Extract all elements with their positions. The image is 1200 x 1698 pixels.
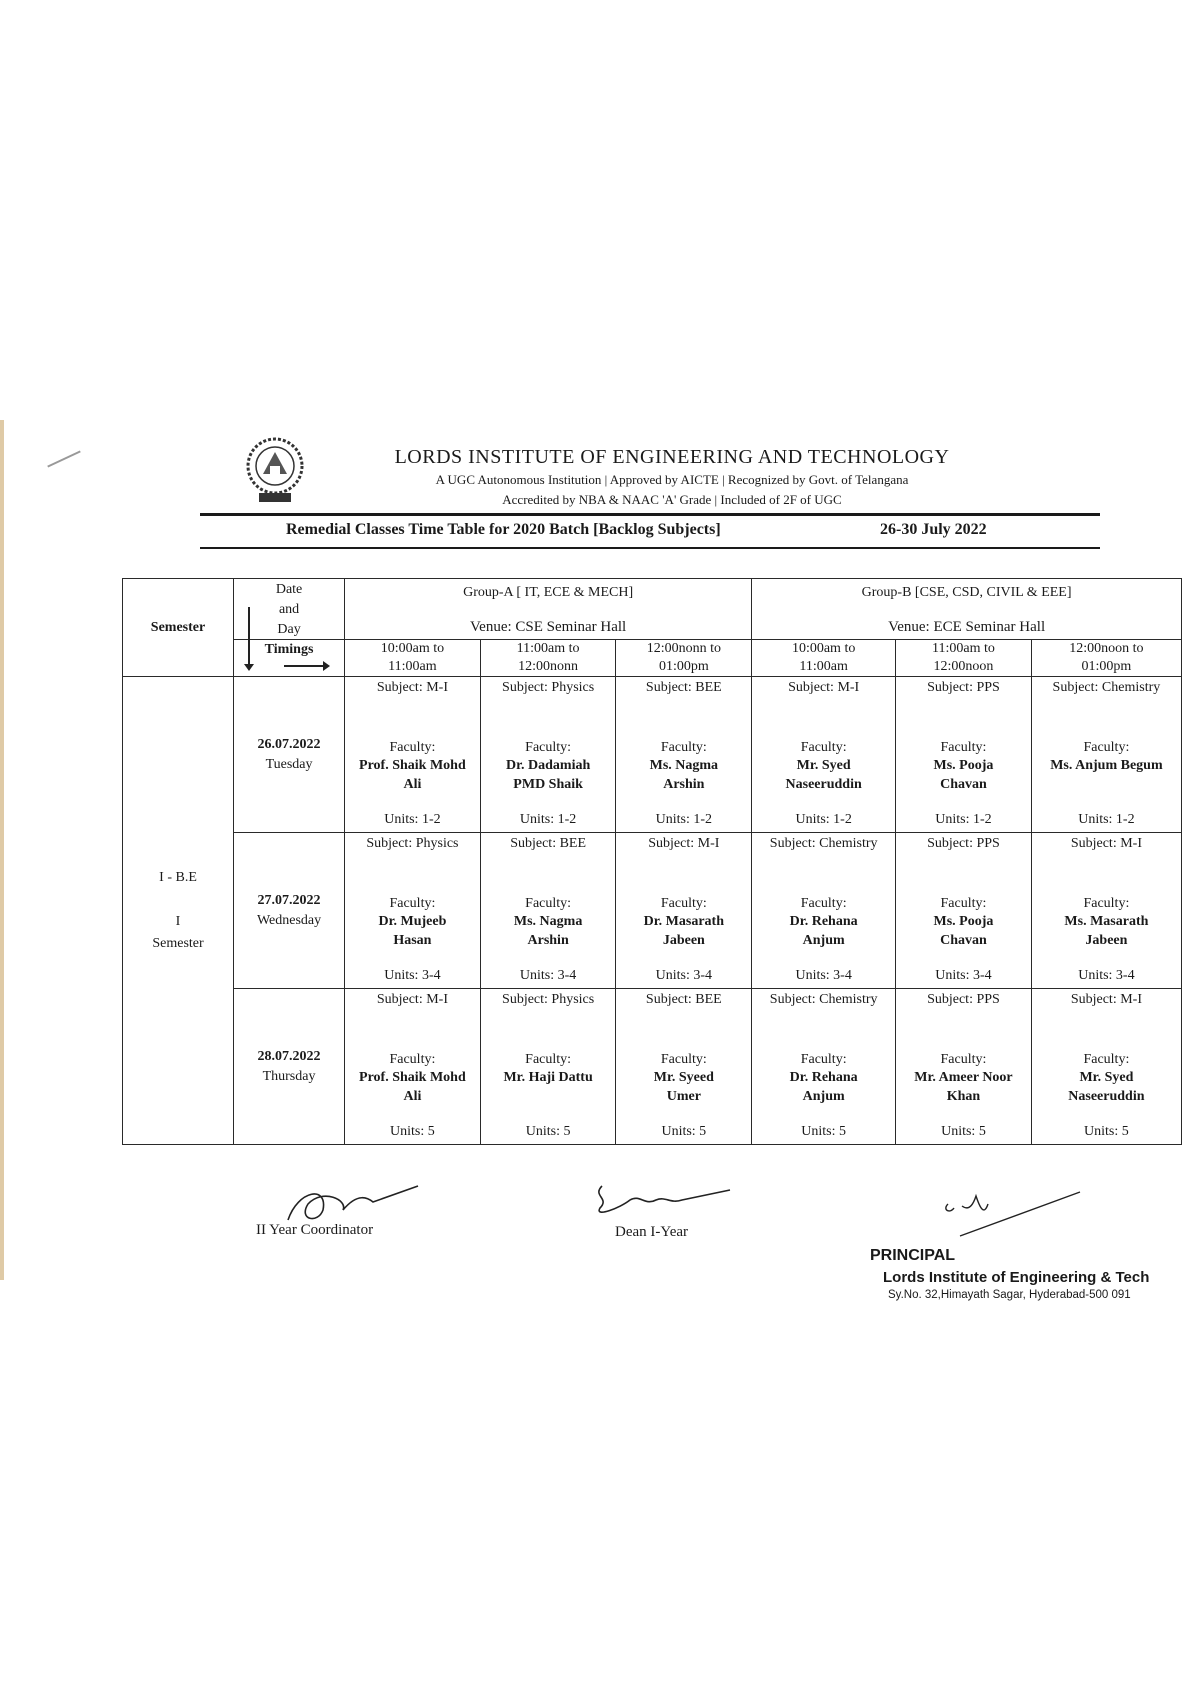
session-cell [480, 833, 616, 989]
session-subject: Subject: Chemistry [1052, 680, 1161, 695]
session-subject: Subject: Physics [366, 836, 459, 851]
institute-accreditation: Accredited by NBA & NAAC 'A' Grade | Included of 2F of UGC [502, 492, 842, 507]
faculty-name: Anjum [802, 1089, 845, 1104]
session-subject: Subject: M-I [1070, 836, 1142, 851]
faculty-name: Ms. Anjum Begum [1050, 758, 1163, 773]
session-units: Units: 5 [1084, 1124, 1129, 1139]
schedule-row-2 [123, 989, 1182, 1145]
faculty-name: Ms. Masarath [1064, 914, 1149, 929]
semester-number: I [175, 913, 181, 929]
time-slot-b3 [1031, 640, 1181, 677]
session-subject: Subject: Chemistry [769, 836, 878, 851]
session-units: Units: 1-2 [519, 812, 577, 827]
faculty-name: Arshin [527, 933, 569, 948]
session-subject: Subject: PPS [927, 992, 1000, 1007]
session-cell [1031, 989, 1181, 1145]
day-value: Thursday [262, 1068, 316, 1084]
session-units: Units: 3-4 [519, 968, 577, 983]
coordinator-signature-icon [268, 1180, 428, 1226]
semester-cell [123, 677, 234, 1145]
faculty-name: Naseeruddin [1068, 1089, 1145, 1104]
time-end: 01:00pm [1081, 659, 1132, 674]
faculty-label: Faculty: [1083, 1052, 1130, 1067]
document-dates: 26-30 July 2022 [880, 521, 987, 538]
session-units: Units: 5 [525, 1124, 571, 1139]
date-value: 28.07.2022 [257, 1048, 321, 1064]
time-slot-b1 [752, 640, 896, 677]
principal-signature-icon [940, 1186, 1100, 1242]
session-units: Units: 5 [941, 1124, 986, 1139]
timings-header [234, 640, 345, 677]
session-units: Units: 3-4 [1078, 968, 1135, 983]
session-cell [752, 989, 896, 1145]
group-a-header [345, 579, 752, 640]
session-subject: Subject: M-I [1070, 992, 1142, 1007]
pen-stroke-mark [47, 450, 80, 467]
faculty-label: Faculty: [389, 1052, 436, 1067]
session-subject: Subject: BEE [645, 680, 722, 695]
time-end: 11:00am [799, 659, 848, 674]
right-arrow-icon [284, 665, 328, 667]
faculty-name: Dr. Masarath [643, 914, 725, 929]
coordinator-label: II Year Coordinator [256, 1222, 374, 1238]
session-cell [896, 677, 1032, 833]
date-day-header [234, 579, 345, 640]
principal-organization: Lords Institute of Engineering & Tech [883, 1269, 1150, 1286]
faculty-name: Dr. Mujeeb [378, 914, 447, 929]
faculty-name: Khan [946, 1089, 981, 1104]
faculty-name: Jabeen [1085, 933, 1128, 948]
session-units: Units: 3-4 [795, 968, 852, 983]
faculty-name: Dr. Rehana [789, 914, 858, 929]
faculty-label: Faculty: [800, 896, 847, 911]
faculty-name: Mr. Syed [796, 758, 851, 773]
session-cell [345, 677, 481, 833]
time-slot-a1 [345, 640, 481, 677]
session-subject: Subject: M-I [788, 680, 860, 695]
session-cell [1031, 833, 1181, 989]
session-cell [616, 677, 752, 833]
semester-program: I - B.E [159, 869, 197, 885]
timings-label: Timings [264, 642, 314, 657]
session-subject: Subject: PPS [927, 836, 1000, 851]
principal-title: PRINCIPAL [870, 1247, 956, 1264]
faculty-name: Mr. Syeed [653, 1070, 714, 1085]
session-subject: Subject: PPS [927, 680, 1000, 695]
faculty-label: Faculty: [940, 896, 987, 911]
and-header-line: and [278, 602, 300, 617]
faculty-label: Faculty: [660, 740, 707, 755]
session-units: Units: 1-2 [384, 812, 441, 827]
session-cell [480, 989, 616, 1145]
group-b-header [752, 579, 1182, 640]
time-end: 12:00noon [933, 659, 994, 674]
faculty-label: Faculty: [389, 896, 436, 911]
faculty-name: Hasan [393, 933, 432, 948]
session-cell [896, 989, 1032, 1145]
day-value: Wednesday [256, 912, 322, 928]
date-cell [234, 833, 345, 989]
session-cell [616, 833, 752, 989]
faculty-label: Faculty: [525, 740, 572, 755]
date-value: 27.07.2022 [257, 892, 321, 908]
group-b-venue: Venue: ECE Seminar Hall [888, 619, 1046, 635]
faculty-name: PMD Shaik [513, 777, 583, 792]
group-b-title: Group-B [CSE, CSD, CIVIL & EEE] [861, 585, 1072, 600]
time-end: 11:00am [388, 659, 437, 674]
time-start: 12:00noon to [1069, 641, 1144, 656]
session-cell [345, 833, 481, 989]
session-units: Units: 1-2 [655, 812, 713, 827]
session-units: Units: 5 [801, 1124, 847, 1139]
session-units: Units: 1-2 [935, 812, 992, 827]
institute-approvals: A UGC Autonomous Institution | Approved by AICTE | Recognized by Govt. of Telangana [435, 472, 909, 487]
faculty-name: Jabeen [662, 933, 705, 948]
faculty-name: Prof. Shaik Mohd [359, 1070, 466, 1085]
faculty-name: Ali [403, 777, 422, 792]
faculty-name: Chavan [940, 777, 987, 792]
session-subject: Subject: M-I [376, 992, 448, 1007]
session-units: Units: 5 [390, 1124, 435, 1139]
time-start: 10:00am to [791, 641, 856, 656]
faculty-name: Dr. Dadamiah [505, 758, 591, 773]
session-cell [752, 677, 896, 833]
faculty-name: Chavan [940, 933, 987, 948]
time-start: 12:00nonn to [646, 641, 721, 656]
session-subject: Subject: M-I [376, 680, 448, 695]
time-slot-a3 [616, 640, 752, 677]
schedule-row-1 [123, 833, 1182, 989]
semester-header: Semester [123, 579, 234, 677]
faculty-name: Ms. Pooja [933, 914, 994, 929]
session-subject: Subject: BEE [645, 992, 722, 1007]
faculty-name: Arshin [663, 777, 705, 792]
date-cell [234, 677, 345, 833]
faculty-label: Faculty: [940, 1052, 987, 1067]
faculty-label: Faculty: [800, 740, 847, 755]
time-end: 01:00pm [658, 659, 709, 674]
faculty-name: Prof. Shaik Mohd [359, 758, 466, 773]
group-a-venue: Venue: CSE Seminar Hall [470, 619, 627, 635]
semester-label: Semester [152, 935, 204, 951]
document-title: Remedial Classes Time Table for 2020 Batch [Backlog Subjects] [286, 521, 721, 538]
day-value: Tuesday [265, 756, 313, 772]
session-subject: Subject: Physics [502, 992, 595, 1007]
institute-logo-icon [243, 436, 307, 506]
session-units: Units: 3-4 [655, 968, 713, 983]
faculty-name: Ms. Nagma [649, 758, 719, 773]
session-units: Units: 1-2 [795, 812, 852, 827]
session-subject: Subject: Physics [502, 680, 595, 695]
faculty-name: Ms. Pooja [933, 758, 994, 773]
session-subject: Subject: Chemistry [769, 992, 878, 1007]
faculty-label: Faculty: [660, 1052, 707, 1067]
date-header-line: Date [275, 582, 303, 597]
session-cell [752, 833, 896, 989]
date-value: 26.07.2022 [257, 736, 321, 752]
faculty-name: Mr. Ameer Noor [914, 1070, 1013, 1085]
faculty-label: Faculty: [1083, 896, 1130, 911]
faculty-name: Naseeruddin [785, 777, 862, 792]
faculty-label: Faculty: [1083, 740, 1130, 755]
time-end: 12:00nonn [518, 659, 579, 674]
date-cell [234, 989, 345, 1145]
session-subject: Subject: BEE [510, 836, 587, 851]
session-cell [616, 989, 752, 1145]
faculty-name: Mr. Syed [1079, 1070, 1134, 1085]
faculty-name: Dr. Rehana [789, 1070, 858, 1085]
header-divider-thick [200, 513, 1100, 516]
dean-label: Dean I-Year [615, 1224, 689, 1240]
session-cell [480, 677, 616, 833]
faculty-label: Faculty: [389, 740, 436, 755]
timetable [122, 578, 1182, 1145]
session-cell [345, 989, 481, 1145]
faculty-label: Faculty: [525, 896, 572, 911]
time-start: 10:00am to [380, 641, 445, 656]
session-cell [1031, 677, 1181, 833]
scan-edge-mark [0, 420, 4, 1280]
time-slot-a2 [480, 640, 616, 677]
faculty-name: Umer [666, 1089, 701, 1104]
faculty-name: Ali [403, 1089, 422, 1104]
dean-signature-icon [590, 1178, 740, 1222]
session-units: Units: 3-4 [935, 968, 992, 983]
session-cell [896, 833, 1032, 989]
principal-address: Sy.No. 32,Himayath Sagar, Hyderabad-500 091 [888, 1289, 1131, 1301]
faculty-name: Ms. Nagma [513, 914, 583, 929]
header-divider-thin [200, 547, 1100, 549]
faculty-label: Faculty: [800, 1052, 847, 1067]
session-units: Units: 1-2 [1078, 812, 1135, 827]
schedule-row-0 [123, 677, 1182, 833]
faculty-label: Faculty: [525, 1052, 572, 1067]
faculty-label: Faculty: [660, 896, 707, 911]
session-subject: Subject: M-I [648, 836, 720, 851]
institute-name: LORDS INSTITUTE OF ENGINEERING AND TECHNOLOGY [394, 446, 950, 468]
faculty-name: Mr. Haji Dattu [503, 1070, 593, 1085]
session-units: Units: 5 [661, 1124, 707, 1139]
session-units: Units: 3-4 [384, 968, 441, 983]
group-a-title: Group-A [ IT, ECE & MECH] [463, 585, 634, 600]
faculty-name: Anjum [802, 933, 845, 948]
faculty-label: Faculty: [940, 740, 987, 755]
time-start: 11:00am to [932, 641, 995, 656]
time-start: 11:00am to [516, 641, 580, 656]
time-slot-b2 [896, 640, 1032, 677]
day-header-line: Day [277, 622, 301, 637]
